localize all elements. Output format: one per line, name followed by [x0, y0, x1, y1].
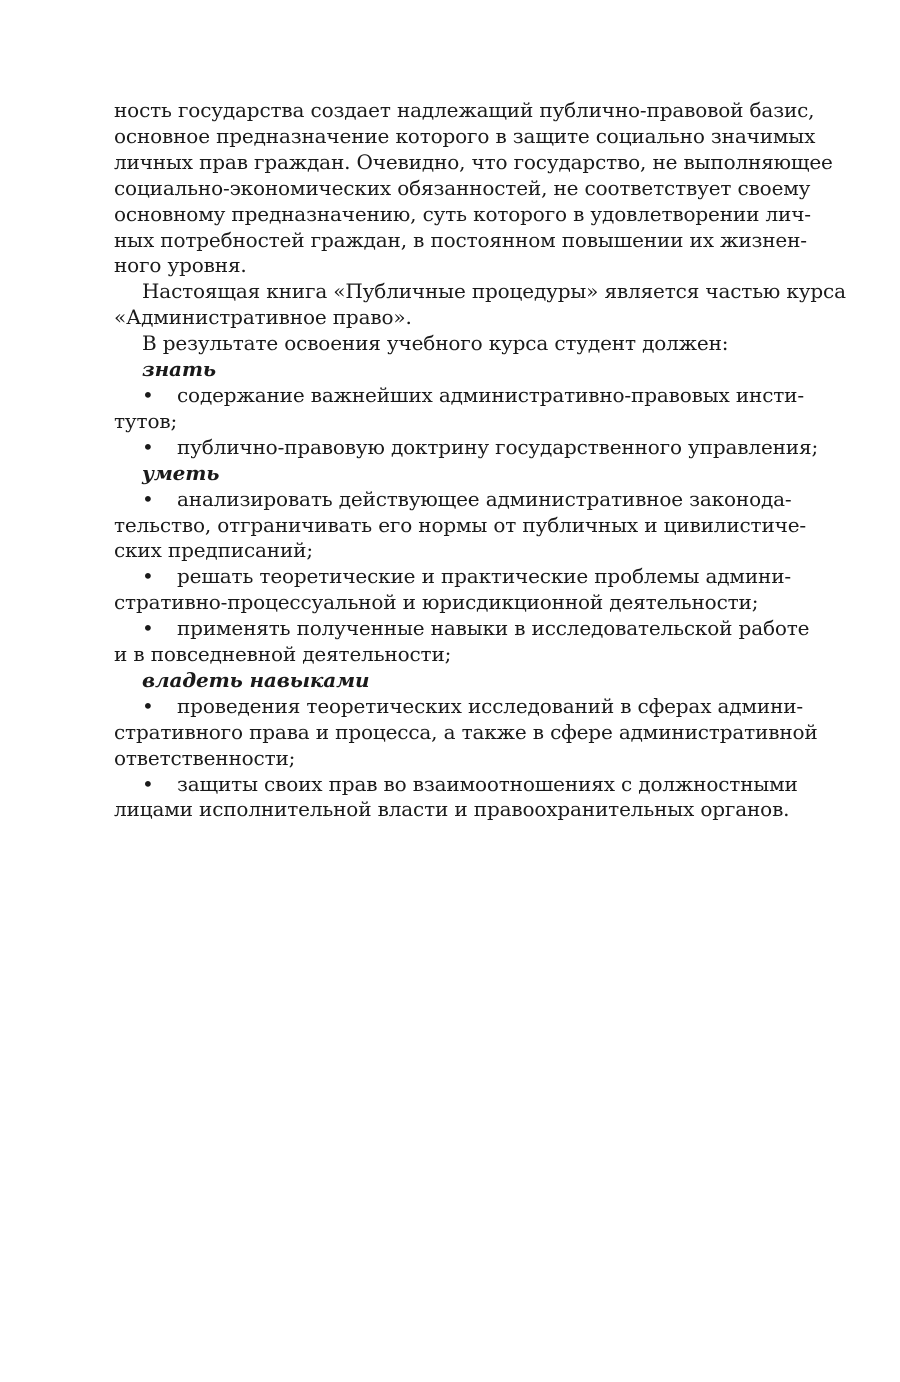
bullet-icon: •	[142, 434, 154, 459]
text-line: и в повседневной деятельности;	[114, 642, 452, 667]
section-skills	[114, 667, 818, 823]
text-line: • анализировать действующее административное законода-	[142, 486, 792, 511]
list-item	[114, 434, 819, 461]
bullet-icon: •	[142, 486, 154, 511]
page-body	[114, 98, 846, 823]
list-item	[114, 564, 791, 616]
bullet-icon: •	[142, 564, 154, 589]
text-line: основному предназначению, суть которого в удовлетворении лич-	[114, 201, 811, 226]
text-line: ответственности;	[114, 745, 296, 770]
text-line: Настоящая книга «Публичные процедуры» является частью курса	[142, 279, 846, 304]
text-line: ских предписаний;	[114, 538, 313, 563]
bullet-icon: •	[142, 771, 154, 796]
paragraph-intro	[114, 98, 833, 279]
text-line: стративно-процессуальной и юрисдикционной деятельности;	[114, 590, 759, 615]
text-line: ных потребностей граждан, в постоянном повышении их жизнен-	[114, 227, 807, 252]
text-line: лицами исполнительной власти и правоохранительных органов.	[114, 797, 790, 822]
paragraph-book	[114, 279, 846, 331]
text-line: стративного права и процесса, а также в сфере административной	[114, 719, 818, 744]
text-line: тельство, отграничивать его нормы от публичных и цивилистиче-	[114, 512, 807, 537]
text-line: тутов;	[114, 408, 178, 433]
bullet-icon: •	[142, 616, 154, 641]
list-item	[114, 616, 810, 668]
text-line: • решать теоретические и практические проблемы админи-	[142, 564, 791, 589]
text-line: В результате освоения учебного курса студент должен:	[142, 331, 729, 356]
section-can	[114, 460, 810, 668]
list-item	[114, 382, 804, 435]
section-heading: знать	[142, 357, 216, 382]
text-line: «Административное право».	[114, 305, 412, 330]
bullet-icon: •	[142, 693, 154, 718]
text-line: • содержание важнейших административно-правовых инсти-	[142, 382, 804, 407]
text-line: основное предназначение которого в защите социально значимых	[114, 123, 816, 148]
section-heading: уметь	[142, 460, 220, 485]
text-line: • публично-правовую доктрину государственного управления;	[142, 434, 819, 459]
text-line: ного уровня.	[114, 253, 247, 278]
text-line: ность государства создает надлежащий публично-правовой базис,	[114, 98, 815, 122]
section-know	[114, 357, 819, 461]
list-item	[114, 486, 807, 565]
text-line: личных прав граждан. Очевидно, что государство, не выполняющее	[114, 149, 833, 174]
paragraph-result	[114, 331, 787, 357]
text-line: социально-экономических обязанностей, не соответствует своему	[114, 175, 811, 200]
text-line: • проведения теоретических исследований в сферах админи-	[142, 693, 804, 718]
section-heading: владеть навыками	[142, 667, 370, 692]
text-line: • применять полученные навыки в исследовательской работе	[142, 616, 810, 641]
bullet-icon: •	[142, 382, 154, 407]
list-item	[114, 771, 798, 824]
text-line: • защиты своих прав во взаимоотношениях с должностными	[142, 771, 798, 796]
list-item	[114, 693, 818, 772]
